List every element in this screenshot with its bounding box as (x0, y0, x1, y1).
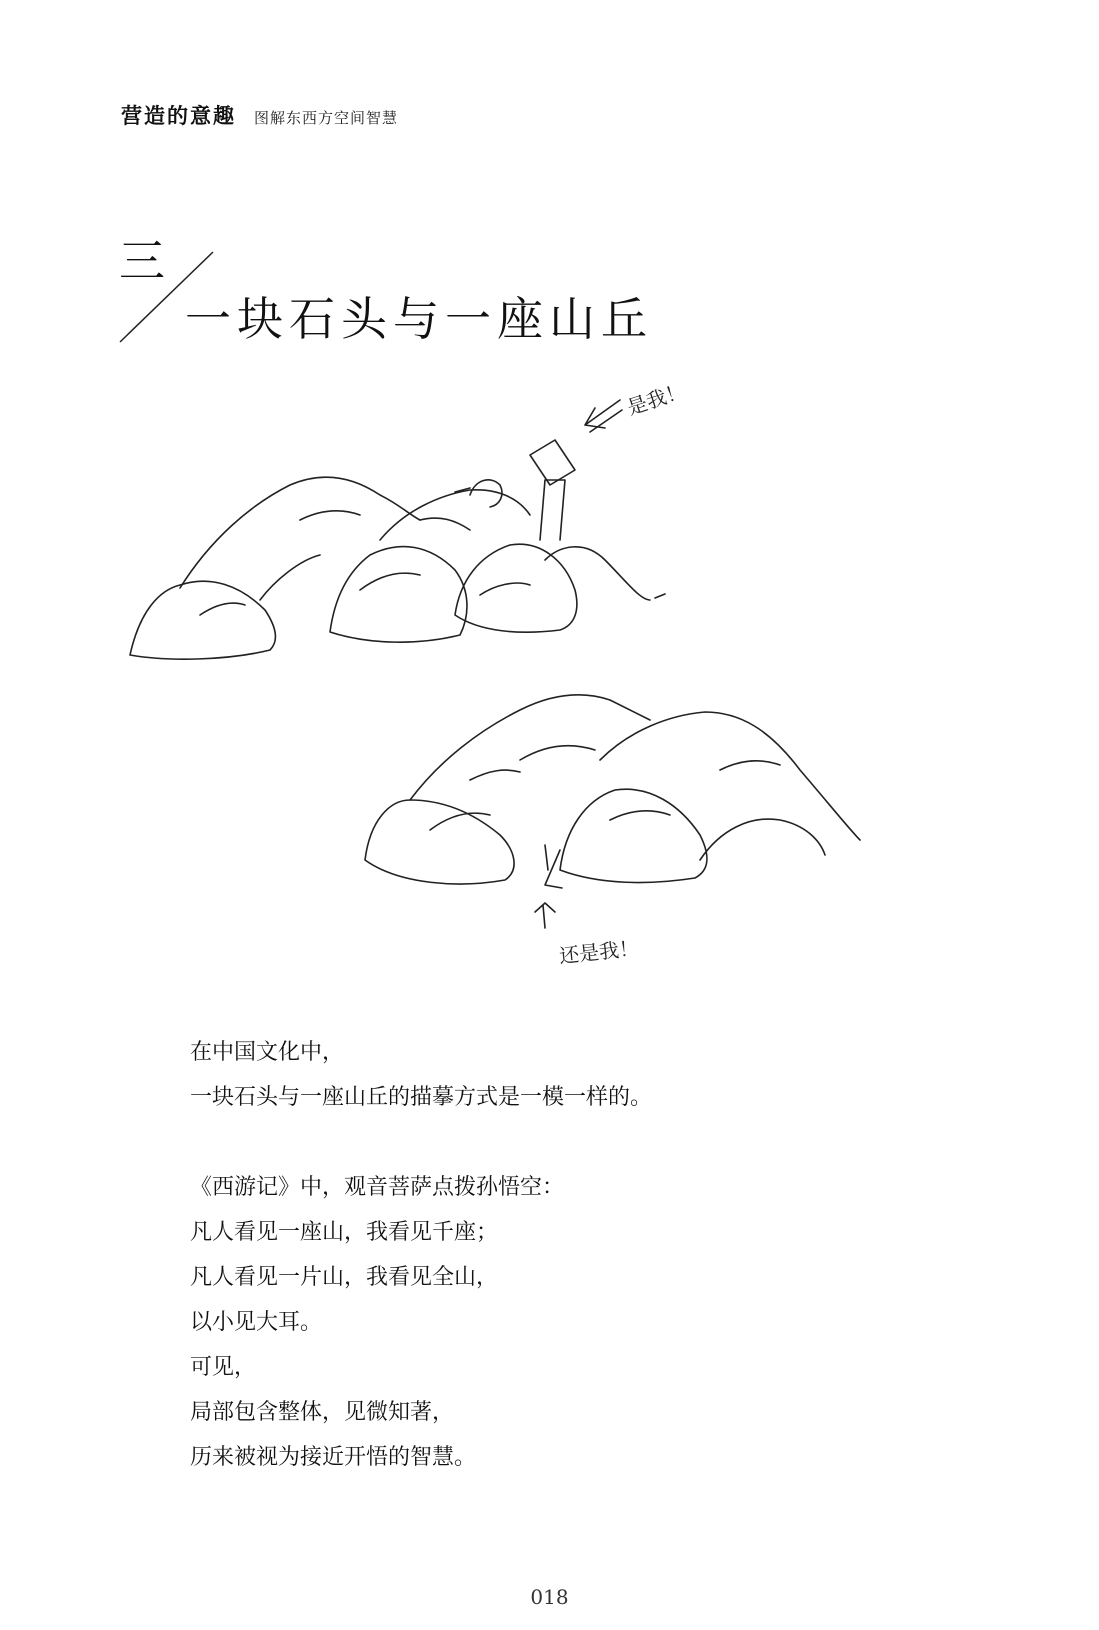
body-line: 局部包含整体，见微知著， (190, 1400, 455, 1425)
label-top: 是我！ (624, 378, 689, 420)
body-line: 历来被视为接近开悟的智慧。 (190, 1445, 477, 1470)
body-line: 以小见大耳。 (190, 1310, 323, 1335)
body-line: 在中国文化中， (190, 1040, 345, 1065)
body-line (190, 1120, 970, 1165)
arrow-top-icon (585, 400, 622, 432)
label-bottom: 还是我！ (558, 935, 641, 968)
lower-mountain-drawing (365, 695, 860, 928)
body-line: 一块石头与一座山丘的描摹方式是一模一样的。 (190, 1085, 653, 1110)
body-line: 《西游记》中，观音菩萨点拨孙悟空： (190, 1175, 565, 1200)
body-line: 凡人看见一座山，我看见千座； (190, 1220, 499, 1245)
page-number: 018 (530, 1585, 569, 1609)
book-title: 营造的意趣 (121, 103, 236, 128)
chapter-number: 三 (119, 234, 165, 288)
chapter-title: 一块石头与一座山丘 (185, 292, 653, 346)
body-text (190, 1030, 970, 1480)
body-line: 凡人看见一片山，我看见全山， (190, 1265, 499, 1290)
body-line: 可见， (190, 1355, 257, 1380)
book-subtitle: 图解东西方空间智慧 (254, 109, 399, 127)
upper-mountain-drawing (130, 440, 665, 659)
